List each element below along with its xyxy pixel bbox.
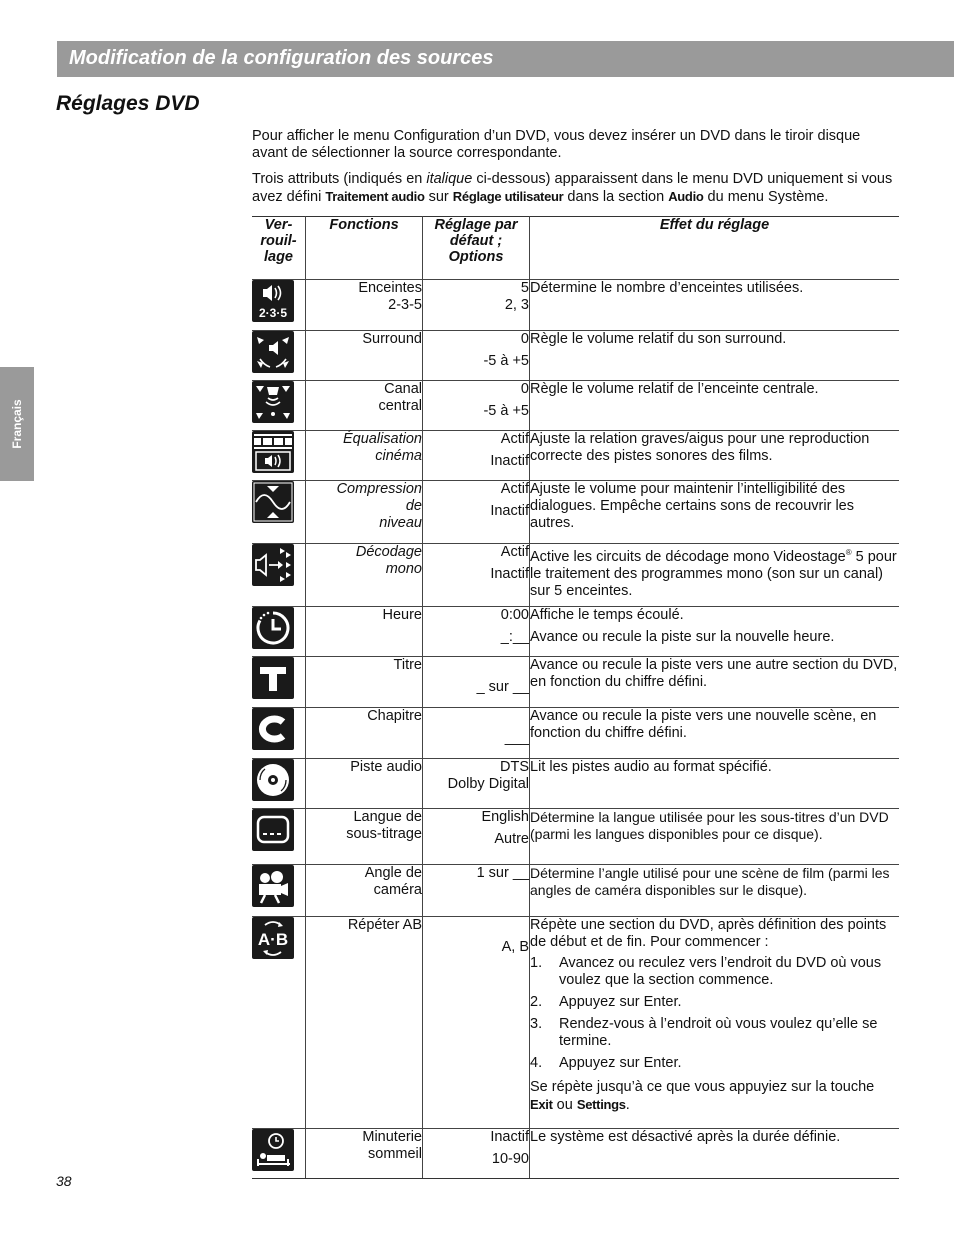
list-item: 2. Appuyez sur Enter. bbox=[530, 994, 682, 1010]
svg-text:2·3·5: 2·3·5 bbox=[258, 306, 288, 320]
mono-decoding-icon bbox=[252, 544, 294, 586]
list-item: 4. Appuyez sur Enter. bbox=[530, 1055, 682, 1071]
audio-disc-icon bbox=[252, 759, 294, 801]
table-row: Langue de sous-titrage English Autre Détermine la langue utilisée pour les sous-titres d’un DVD (parmi les langues disponibles pour ce disque). bbox=[252, 809, 899, 865]
dvd-settings-table bbox=[252, 216, 899, 1179]
compression-icon bbox=[252, 481, 294, 523]
camera-angle-icon bbox=[252, 865, 294, 907]
table-row: Angle de caméra 1 sur __ Détermine l’angle utilisé pour une scène de film (parmi les angles de caméra disponibles sur le disque). bbox=[252, 865, 899, 917]
table-row: Compression de niveau Actif Inactif Ajuste le volume pour maintenir l’intelligibilité des dialogues. Empêche certains sons de recouvrir les autres. bbox=[252, 481, 899, 544]
title-t-icon bbox=[252, 657, 294, 699]
language-side-tab bbox=[0, 367, 34, 481]
table-row: Piste audio DTS Dolby Digital Lit les pistes audio au format spécifié. bbox=[252, 759, 899, 809]
list-item: 3. Rendez-vous à l’endroit où vous voulez qu’elle se termine. bbox=[530, 1016, 878, 1049]
banner-title: Modification de la configuration des sources bbox=[69, 47, 494, 69]
table-row: Surround 0 -5 à +5 Règle le volume relatif du son surround. bbox=[252, 331, 899, 381]
table-row: 2·3·5 Enceintes 2-3-5 5 2, 3 Détermine le nombre d’enceintes utilisées. bbox=[252, 280, 899, 331]
intro-paragraph-1: Pour afficher le menu Configuration d’un DVD, vous devez insérer un DVD dans le tiroir disque avant de sélectionner la source correspondante. bbox=[252, 128, 861, 161]
repeat-ab-intro: Répète une section du DVD, après définition des points de début et de fin. Pour commencer : bbox=[530, 917, 887, 950]
header-banner bbox=[57, 41, 954, 77]
subtitle-icon bbox=[252, 809, 294, 851]
clock-icon bbox=[252, 607, 294, 649]
header-default: Réglage par défaut ; Options bbox=[423, 217, 530, 280]
list-item: 1. Avancez ou reculez vers l’endroit du DVD où vous voulez que la section commence. bbox=[530, 955, 882, 988]
table-header-row bbox=[252, 217, 899, 280]
table-row: Décodage mono Actif Inactif Active les circuits de décodage mono Videostage® 5 pour le traitement des programmes mono (son sur un canal) sur 5 enceintes. bbox=[252, 544, 899, 607]
speakers-235-icon bbox=[252, 280, 294, 322]
sleep-timer-icon bbox=[252, 1129, 294, 1171]
header-effect: Effet du réglage bbox=[530, 217, 900, 280]
repeat-ab-icon bbox=[252, 917, 294, 959]
table-row: Chapitre ___ Avance ou recule la piste vers une nouvelle scène, en fonction du chiffre défini. bbox=[252, 708, 899, 759]
center-channel-icon bbox=[252, 381, 294, 423]
section-title: Réglages DVD bbox=[56, 92, 200, 115]
table-row: Canal central 0 -5 à +5 Règle le volume relatif de l’enceinte centrale. bbox=[252, 381, 899, 431]
header-functions: Fonctions bbox=[306, 217, 423, 280]
svg-text:A·B: A·B bbox=[257, 930, 289, 949]
cinema-eq-icon bbox=[252, 431, 294, 473]
table-row: A·B Répéter AB A, B Répète une section du DVD, après définition des points de début et de fin. Pour commencer : 1. Avancez ou reculez vers l’endroit du DVD où vous voulez que la section commence. 2. Appuyez sur Enter. 3. Rendez-vous à l’endroit où vous voulez qu’elle se termine. 4. Appuyez sur Enter. Se répète jusqu’à ce que vous appuyiez sur la touche Exit ou Settings. bbox=[252, 917, 899, 1129]
table-row: Titre _ sur __ Avance ou recule la piste vers une autre section du DVD, en fonction du chiffre défini. bbox=[252, 657, 899, 708]
table-row: Équalisation cinéma Actif Inactif Ajuste la relation graves/aigus pour une reproduction correcte des pistes sonores des films. bbox=[252, 431, 899, 481]
surround-icon bbox=[252, 331, 294, 373]
intro-text bbox=[252, 128, 898, 215]
header-lock: Ver- rouil- lage bbox=[252, 217, 306, 280]
repeat-ab-outro: Se répète jusqu’à ce que vous appuyiez sur la touche Exit ou Settings. bbox=[530, 1079, 875, 1113]
repeat-ab-steps bbox=[530, 955, 899, 1072]
chapter-c-icon bbox=[252, 708, 294, 750]
table-row: Minuterie sommeil Inactif 10-90 Le système est désactivé après la durée définie. bbox=[252, 1129, 899, 1179]
intro-paragraph-2: Trois attributs (indiqués en italique ci-dessous) apparaissent dans le menu DVD uniquement si vous avez défini Traitement audio sur Réglage utilisateur dans la section Audio du menu Système. bbox=[252, 171, 893, 205]
table-row: Heure 0:00 _:__ Affiche le temps écoulé. Avance ou recule la piste sur la nouvelle heure. bbox=[252, 607, 899, 657]
side-tab-label: Français bbox=[10, 399, 24, 449]
page-number: 38 bbox=[56, 1173, 72, 1189]
